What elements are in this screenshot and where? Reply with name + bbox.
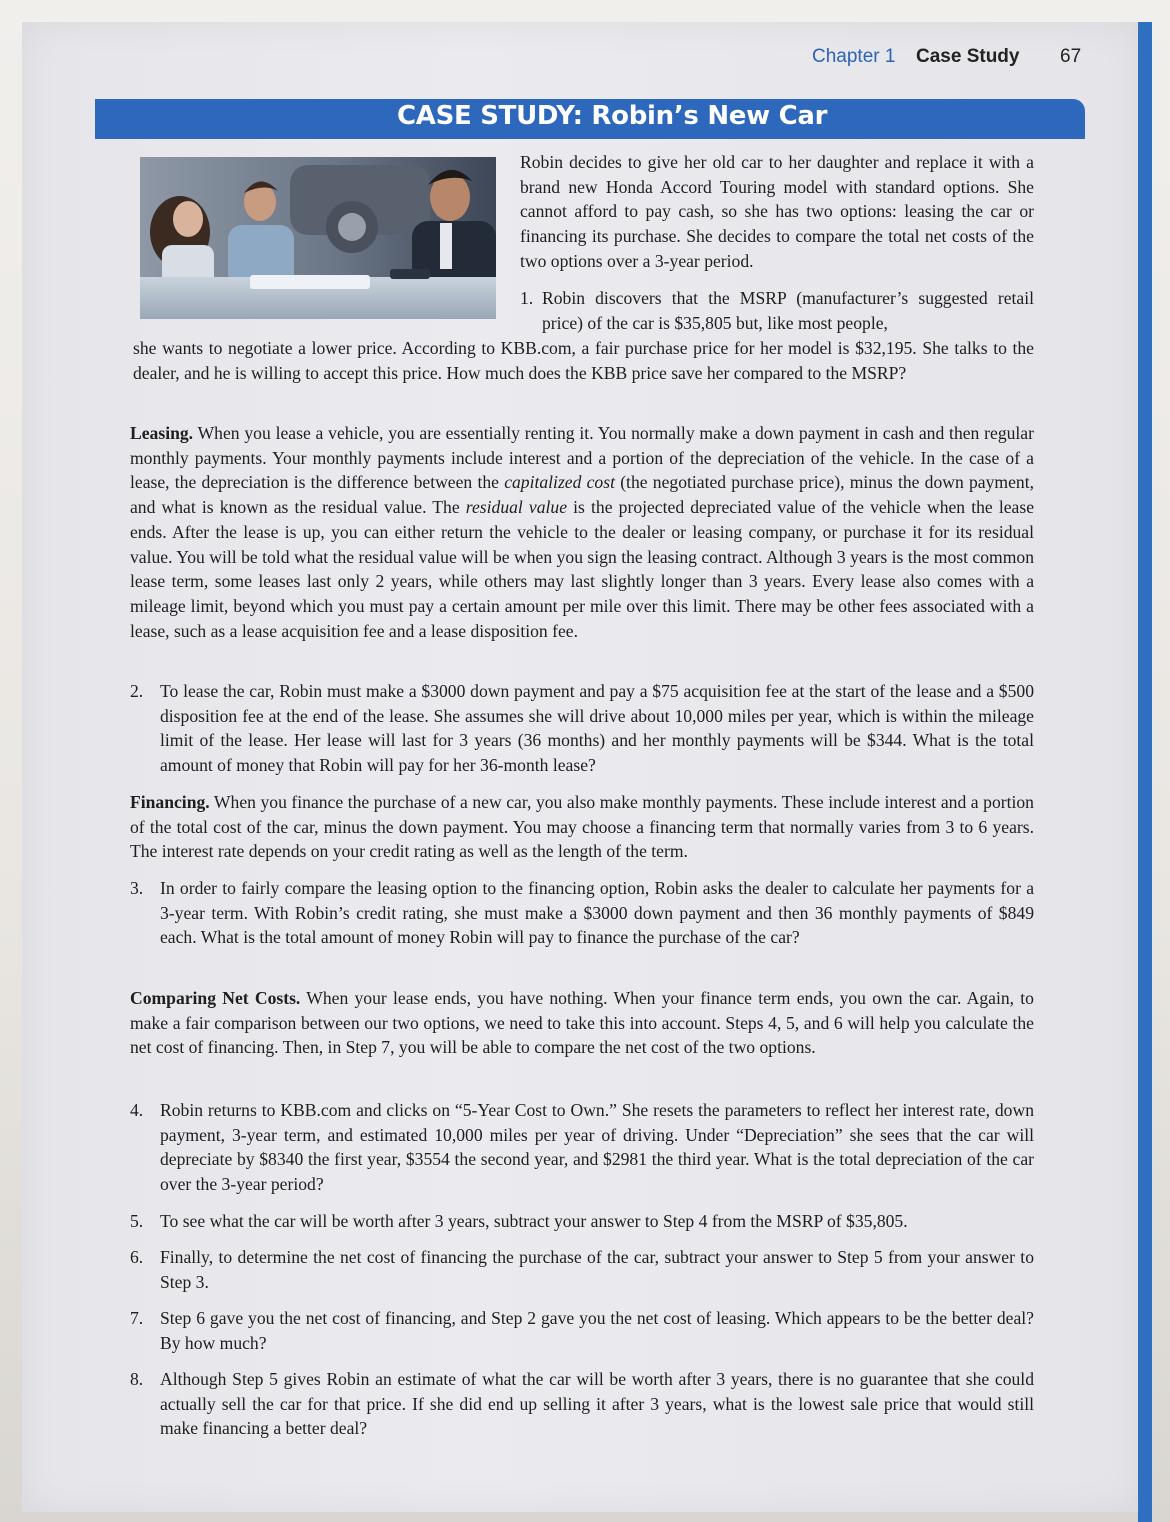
question-1-start bbox=[520, 286, 1034, 335]
question-6 bbox=[130, 1245, 1034, 1294]
question-6-number: 6. bbox=[130, 1247, 144, 1267]
case-study-title: CASE STUDY: Robin’s New Car bbox=[397, 101, 828, 131]
question-8-number: 8. bbox=[130, 1369, 144, 1389]
question-5-text: To see what the car will be worth after 3 years, subtract your answer to Step 4 from the MSRP of $35,805. bbox=[160, 1211, 908, 1231]
question-7-number: 7. bbox=[130, 1308, 144, 1328]
financing-paragraph bbox=[130, 790, 1034, 864]
term-capitalized-cost: capitalized cost bbox=[504, 472, 615, 493]
leasing-text-2: (the negotiated purchase price), minus the down payment, and what is known as the residual value. The bbox=[130, 472, 1034, 518]
running-head-section: Case Study bbox=[916, 46, 1020, 67]
question-3 bbox=[130, 876, 1034, 950]
intro-paragraph: Robin decides to give her old car to her daughter and replace it with a brand new Honda Accord Touring model with standard options. She cannot afford to pay cash, so she has two options: leasing the car or financing its purchase. She decides to compare the total net costs of the two options over a 3-year period. bbox=[520, 152, 1034, 271]
question-1-number: 1. bbox=[520, 288, 534, 308]
question-8 bbox=[130, 1367, 1034, 1441]
question-1-text-a: Robin discovers that the MSRP (manufacturer’s suggested retail price) of the car is $35,805 but, like most people, bbox=[542, 288, 1034, 333]
question-5-number: 5. bbox=[130, 1211, 144, 1231]
question-5 bbox=[130, 1209, 1034, 1234]
financing-text: When you finance the purchase of a new car, you also make monthly payments. These include interest and a portion of the total cost of the car, minus the down payment. You may choose a financing term that normally varies from 3 to 6 years. The interest rate depends on your credit rating as well as the length of the term. bbox=[130, 792, 1034, 862]
financing-lead: Financing. bbox=[130, 792, 210, 812]
term-residual-value: residual value bbox=[465, 497, 568, 518]
photo-illustration bbox=[140, 157, 496, 319]
question-7 bbox=[130, 1306, 1034, 1355]
question-3-text: In order to fairly compare the leasing option to the financing option, Robin asks the dealer to calculate her payments for a 3-year term. With Robin’s credit rating, she must make a $3000 down payment and then 36 monthly payments of $849 each. What is the total amount of money Robin will pay to finance the purchase of the car? bbox=[160, 878, 1034, 948]
page-edge-stripe bbox=[1138, 22, 1152, 1522]
question-2 bbox=[130, 679, 1034, 778]
running-head-chapter: Chapter 1 bbox=[812, 46, 896, 67]
question-4 bbox=[130, 1098, 1034, 1197]
leasing-paragraph bbox=[130, 421, 1034, 643]
question-6-text: Finally, to determine the net cost of financing the purchase of the car, subtract your answer to Step 5 from your answer to Step 3. bbox=[160, 1247, 1034, 1292]
question-2-number: 2. bbox=[130, 681, 144, 701]
page-number: 67 bbox=[1060, 46, 1082, 67]
leasing-text-1: When you lease a vehicle, you are essentially renting it. You normally make a down payment in cash and then regular monthly payments. Your monthly payments include interest and a portion of the depreciation of the vehicle. In the case of a lease, the depreciation is the difference between the bbox=[130, 423, 1034, 493]
question-3-number: 3. bbox=[130, 878, 144, 898]
question-8-text: Although Step 5 gives Robin an estimate of what the car will be worth after 3 years, there is no guarantee that she could actually sell the car for that price. If she did end up selling it after 3 years, what is the lowest sale price that would still make financing a better deal? bbox=[160, 1369, 1034, 1439]
leasing-text-3: is the projected depreciated value of the vehicle when the lease ends. After the lease is up, you can either return the vehicle to the dealer or leasing company, or purchase it for its residual value. You will be told what the residual value will be when you sign the leasing contract. Although 3 years is the most common lease term, some leases last only 2 years, while others may last slightly longer than 3 years. Every lease also comes with a mileage limit, beyond which you must pay a certain amount per mile over this limit. There may be other fees associated with a lease, such as a lease acquisition fee and a lease disposition fee. bbox=[130, 497, 1035, 641]
question-1-continued: she wants to negotiate a lower price. According to KBB.com, a fair purchase price for her model is $32,195. She talks to the dealer, and he is willing to accept this price. How much does the KBB price save her compared to the MSRP? bbox=[133, 338, 1034, 383]
car-dealer-photo bbox=[140, 157, 496, 319]
comparing-lead: Comparing Net Costs. bbox=[130, 988, 301, 1008]
question-4-number: 4. bbox=[130, 1100, 144, 1120]
title-banner bbox=[95, 99, 1085, 139]
leasing-lead: Leasing. bbox=[130, 423, 194, 443]
question-7-text: Step 6 gave you the net cost of financing, and Step 2 gave you the net cost of leasing. Which appears to be the better deal? By how much? bbox=[160, 1308, 1034, 1353]
comparing-text: When your lease ends, you have nothing. When your finance term ends, you own the car. Again, to make a fair comparison between our two options, we need to take this into account. Steps 4, 5, and 6 will help you calculate the net cost of financing. Then, in Step 7, you will be able to compare the net cost of the two options. bbox=[130, 988, 1034, 1058]
comparing-paragraph bbox=[130, 986, 1034, 1060]
question-4-text: Robin returns to KBB.com and clicks on “5-Year Cost to Own.” She resets the parameters to reflect her interest rate, down payment, 3-year term, and estimated 10,000 miles per year of driving. Under “Depreciation” she sees that the car will depreciate by $8340 the first year, $3554 the second year, and $2981 the third year. What is the total depreciation of the car over the 3-year period? bbox=[160, 1100, 1034, 1195]
question-2-text: To lease the car, Robin must make a $3000 down payment and pay a $75 acquisition fee at the start of the lease and a $500 disposition fee at the end of the lease. She assumes she will drive about 10,000 miles per year, which is within the mileage limit of the lease. Her lease will last for 3 years (36 months) and her monthly payments will be $344. What is the total amount of money that Robin will pay for her 36-month lease? bbox=[160, 681, 1034, 776]
